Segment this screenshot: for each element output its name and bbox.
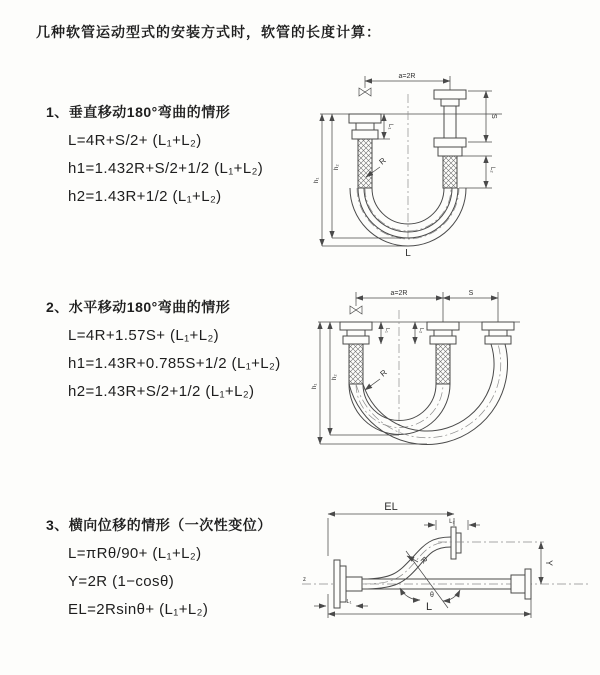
upper-right-flange — [451, 527, 461, 559]
formula-h1: h1=1.43R+0.785S+1/2 (L₁+L₂) — [68, 355, 281, 372]
section-lateral-displacement — [46, 515, 324, 629]
dim-l-label: L — [425, 601, 433, 613]
dim-l2-label: L₂ — [418, 328, 424, 334]
section-1-heading: 1、垂直移动180°弯曲的情形 — [46, 104, 231, 120]
formula-length: L=πRθ/90+ (L₁+L₂) — [68, 545, 202, 562]
diagram-horizontal-180-bend — [308, 284, 590, 454]
dim-l2-label: L₂ — [449, 519, 455, 525]
formula-h2: h2=1.43R+1/2 (L₁+L₂) — [68, 188, 222, 205]
right-pipe-fitting — [434, 90, 466, 188]
dim-h2-label: h₂ — [332, 374, 338, 380]
dim-el-label: EL — [384, 501, 398, 513]
angle-label: θ — [430, 592, 434, 599]
radius-label: R — [377, 155, 388, 167]
dim-y-label: Y — [544, 560, 554, 567]
radius-label: R — [418, 555, 430, 566]
axis-label: z — [303, 577, 306, 583]
left-pipe-fitting — [349, 114, 381, 188]
dim-l1-label: L₁ — [384, 328, 390, 333]
braided-hose — [349, 344, 363, 384]
braided-hose — [436, 344, 450, 384]
formula-h2: h2=1.43R+S/2+1/2 (L₁+L₂) — [68, 383, 255, 400]
braided-hose — [443, 156, 457, 188]
section-3-heading: 3、横向位移的情形（一次性变位） — [46, 517, 272, 533]
dim-a-label: a=2R — [398, 73, 416, 80]
section-2-heading: 2、水平移动180°弯曲的情形 — [46, 299, 231, 315]
dim-h1-label: h₁ — [314, 177, 320, 183]
formula-length: L=4R+S/2+ (L₁+L₂) — [68, 132, 202, 149]
diagram-lateral-displacement — [296, 494, 598, 646]
dim-l2-label: L₂ — [489, 167, 495, 173]
section-vertical-movement — [46, 102, 324, 216]
hose-s-curve — [362, 537, 451, 589]
valve-icon — [359, 86, 371, 96]
hose-u-bend-original — [349, 384, 450, 434]
page-title: 几种软管运动型式的安装方式时，软管的长度计算： — [36, 24, 381, 40]
formula-y: Y=2R (1−cosθ) — [68, 573, 175, 590]
middle-pipe-fitting — [427, 322, 459, 384]
dim-h1-label: h₁ — [312, 383, 318, 389]
valve-icon — [350, 302, 362, 314]
radius-label: R — [378, 367, 389, 379]
dim-s-label: S — [468, 290, 474, 297]
braided-hose — [358, 139, 372, 188]
formula-length: L=4R+1.57S+ (L₁+L₂) — [68, 327, 220, 344]
left-pipe-fitting — [340, 322, 372, 384]
section-horizontal-movement — [46, 297, 324, 411]
length-label: L — [405, 248, 411, 259]
dim-s-label: S — [490, 114, 497, 119]
formula-h1: h1=1.432R+S/2+1/2 (L₁+L₂) — [68, 160, 264, 177]
formula-el: EL=2Rsinθ+ (L₁+L₂) — [68, 601, 209, 618]
dim-a-label: a=2R — [390, 290, 408, 297]
hose-u-bend-moved — [349, 344, 508, 444]
dim-l1-label: L₁ — [387, 124, 393, 130]
diagram-vertical-180-bend — [306, 68, 578, 260]
right-pipe-fitting — [482, 322, 514, 344]
dim-h2-label: h₂ — [334, 164, 340, 170]
dim-l1-label: L₁ — [346, 599, 352, 605]
